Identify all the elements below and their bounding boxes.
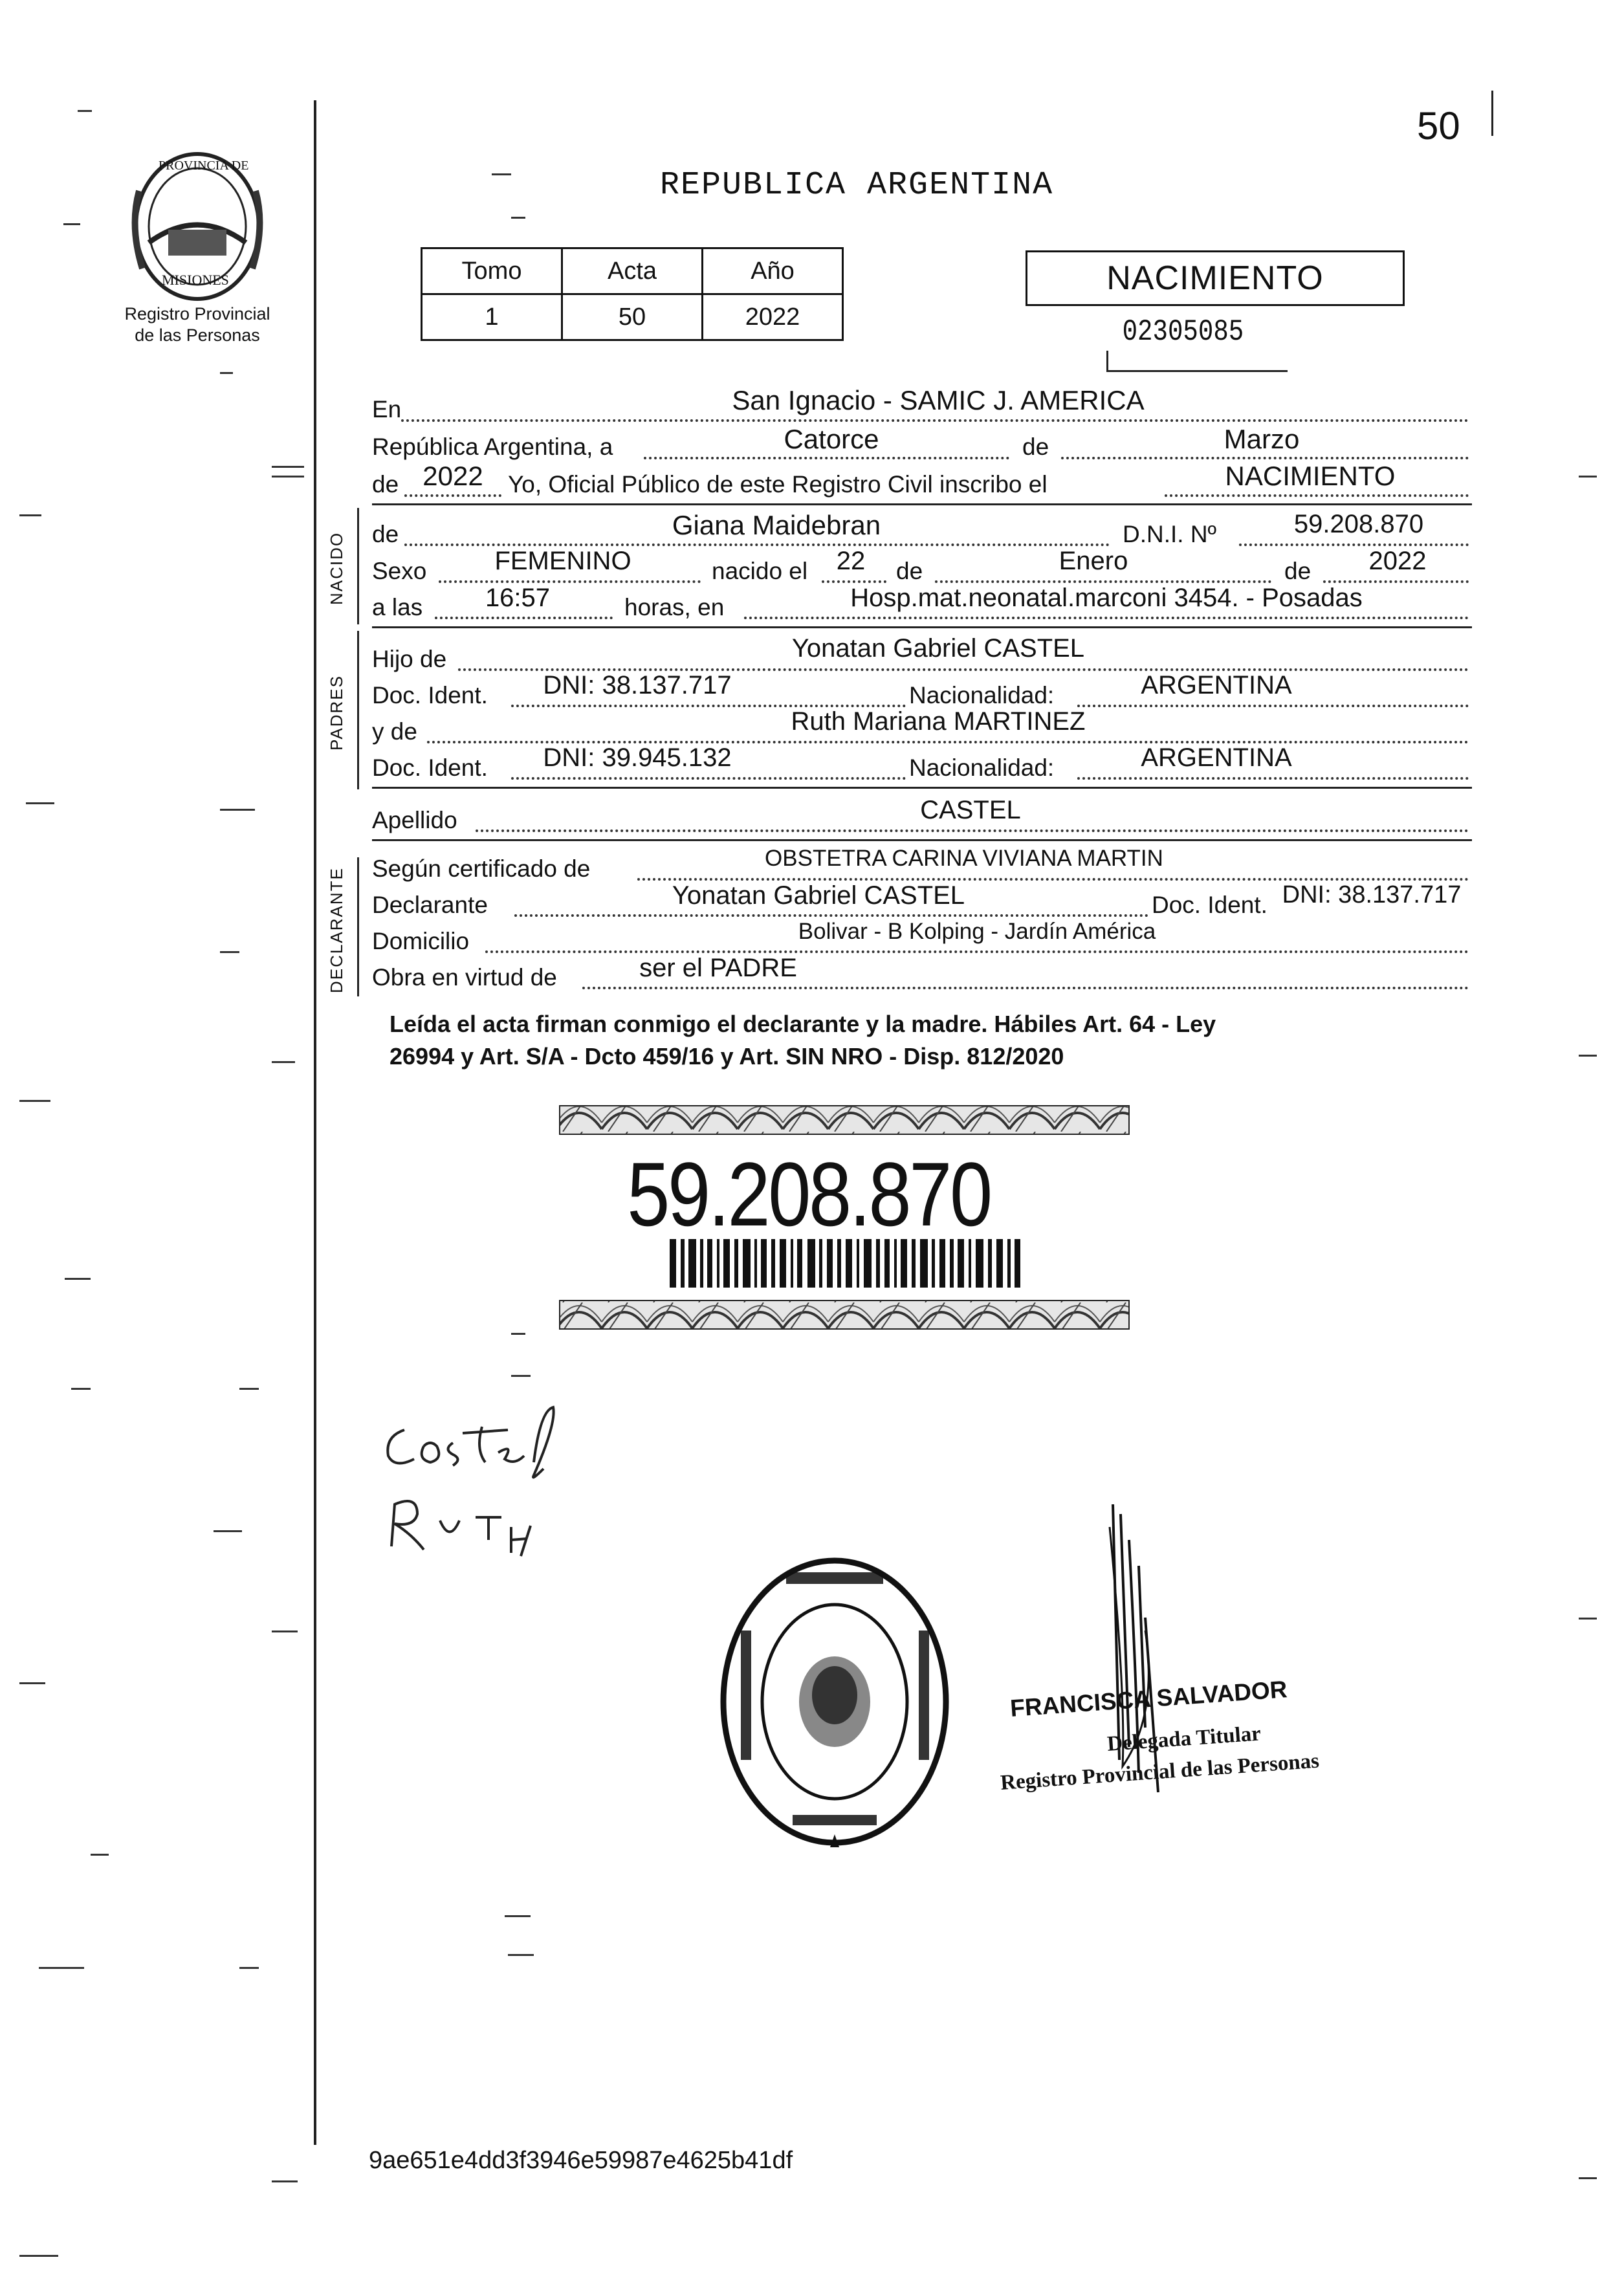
nacido-dia: 22 [836, 547, 866, 575]
seal-text-bottom: MISIONES [162, 272, 229, 288]
dia-inscripcion: Catorce [784, 424, 879, 454]
declarante-doc: DNI: 38.137.717 [1282, 881, 1462, 908]
domicilio-value: Bolivar - B Kolping - Jardín América [798, 919, 1156, 944]
oficial-text: Yo, Oficial Público de este Registro Civil inscribo el [508, 471, 1048, 498]
hijo-de-label: Hijo de [372, 646, 447, 672]
obra-label: Obra en virtud de [372, 964, 557, 991]
madre-nacionalidad: ARGENTINA [1141, 743, 1292, 772]
declarante-doc-label: Doc. Ident. [1152, 892, 1267, 918]
madre-nac-label: Nacionalidad: [909, 754, 1055, 781]
padre-doc: DNI: 38.137.717 [543, 671, 732, 699]
mes-inscripcion: Marzo [1223, 424, 1300, 454]
act-type-box: NACIMIENTO [1026, 250, 1405, 306]
signature-castel [379, 1398, 566, 1485]
registry-name-line2: de las Personas [135, 325, 260, 345]
tomo-acta-table [421, 247, 844, 341]
official-role: Delegada Titular [1106, 1722, 1262, 1756]
official-office: Registro Provincial de las Personas [1000, 1749, 1321, 1795]
madre-nombre: Ruth Mariana MARTINEZ [791, 707, 1086, 736]
nacido-mes: Enero [1059, 547, 1128, 575]
apellido-value: CASTEL [920, 796, 1021, 824]
horas-en-label: horas, en [624, 594, 725, 620]
seal-text-top: PROVINCIA DE [159, 159, 249, 173]
declarante-label: Declarante [372, 892, 488, 918]
apellido-label: Apellido [372, 807, 457, 833]
nacido-anio: 2022 [1368, 547, 1427, 575]
padre-nombre: Yonatan Gabriel CASTEL [791, 634, 1085, 663]
nacido-hora: 16:57 [485, 584, 551, 612]
document-hash: 9ae651e4dd3f3946e59987e4625b41df [369, 2147, 793, 2174]
nacido-sexo: FEMENINO [494, 547, 631, 575]
padre-nac-label: Nacionalidad: [909, 682, 1055, 708]
padre-nacionalidad: ARGENTINA [1141, 671, 1292, 699]
anio-inscripcion: 2022 [422, 461, 483, 491]
registry-seal-logo [123, 146, 272, 307]
official-stamp [715, 1553, 954, 1854]
left-margin-rule [314, 100, 316, 2145]
domicilio-label: Domicilio [372, 928, 470, 954]
padre-doc-label: Doc. Ident. [372, 682, 488, 708]
table-value-anio: 2022 [703, 294, 843, 340]
section-label-padres: PADRES [327, 675, 346, 751]
signature-ruth [379, 1488, 547, 1563]
dni-sticker-number: 59.208.870 [627, 1143, 991, 1245]
nacido-de-label: de [372, 521, 399, 547]
section-label-declarante: DECLARANTE [327, 867, 346, 993]
section-label-nacido: NACIDO [327, 531, 346, 605]
madre-doc: DNI: 39.945.132 [543, 743, 732, 772]
registry-name-line1: Registro Provincial [124, 304, 270, 324]
legal-text-line2: 26994 y Art. S/A - Dcto 459/16 y Art. SIN NRO - Disp. 812/2020 [390, 1043, 1064, 1070]
nacido-lugar: Hosp.mat.neonatal.marconi 3454. - Posadas [850, 584, 1363, 612]
de-label-1: de [1022, 434, 1049, 460]
dni-label: D.N.I. Nº [1123, 521, 1217, 547]
certificado-value: OBSTETRA CARINA VIVIANA MARTIN [765, 846, 1163, 871]
a-las-label: a las [372, 594, 423, 620]
en-value: San Ignacio - SAMIC J. AMERICA [732, 385, 1145, 415]
madre-doc-label: Doc. Ident. [372, 754, 488, 781]
official-name: FRANCISCA SALVADOR [1009, 1676, 1288, 1722]
republica-label: República Argentina, a [372, 434, 613, 460]
nacido-dni: 59.208.870 [1293, 510, 1424, 538]
y-de-label: y de [372, 718, 417, 745]
table-value-acta: 50 [562, 294, 703, 340]
certificado-label: Según certificado de [372, 855, 591, 882]
obra-value: ser el PADRE [639, 954, 797, 982]
legal-text-line1: Leída el acta firman conmigo el declarante y la madre. Hábiles Art. 64 - Ley [390, 1011, 1216, 1037]
declarante-value: Yonatan Gabriel CASTEL [672, 881, 965, 910]
de-label-2: de [372, 471, 399, 498]
nacido-de-label-3: de [1284, 558, 1311, 584]
en-label: En [372, 396, 402, 423]
sexo-label: Sexo [372, 558, 427, 584]
stamp-inner-text [715, 1553, 722, 1554]
table-value-tomo: 1 [422, 294, 562, 340]
inscribe-value: NACIMIENTO [1225, 461, 1396, 491]
signature-ruth-text [379, 1488, 380, 1489]
page-title: REPUBLICA ARGENTINA [660, 167, 1054, 204]
page-number: 50 [1417, 104, 1460, 148]
table-header-acta: Acta [562, 248, 703, 294]
nacido-el-label: nacido el [712, 558, 808, 584]
table-header-anio: Año [703, 248, 843, 294]
table-header-tomo: Tomo [422, 248, 562, 294]
nacido-nombre: Giana Maidebran [672, 510, 881, 540]
serial-number: 02305085 [1122, 315, 1244, 349]
nacido-de-label-2: de [896, 558, 923, 584]
